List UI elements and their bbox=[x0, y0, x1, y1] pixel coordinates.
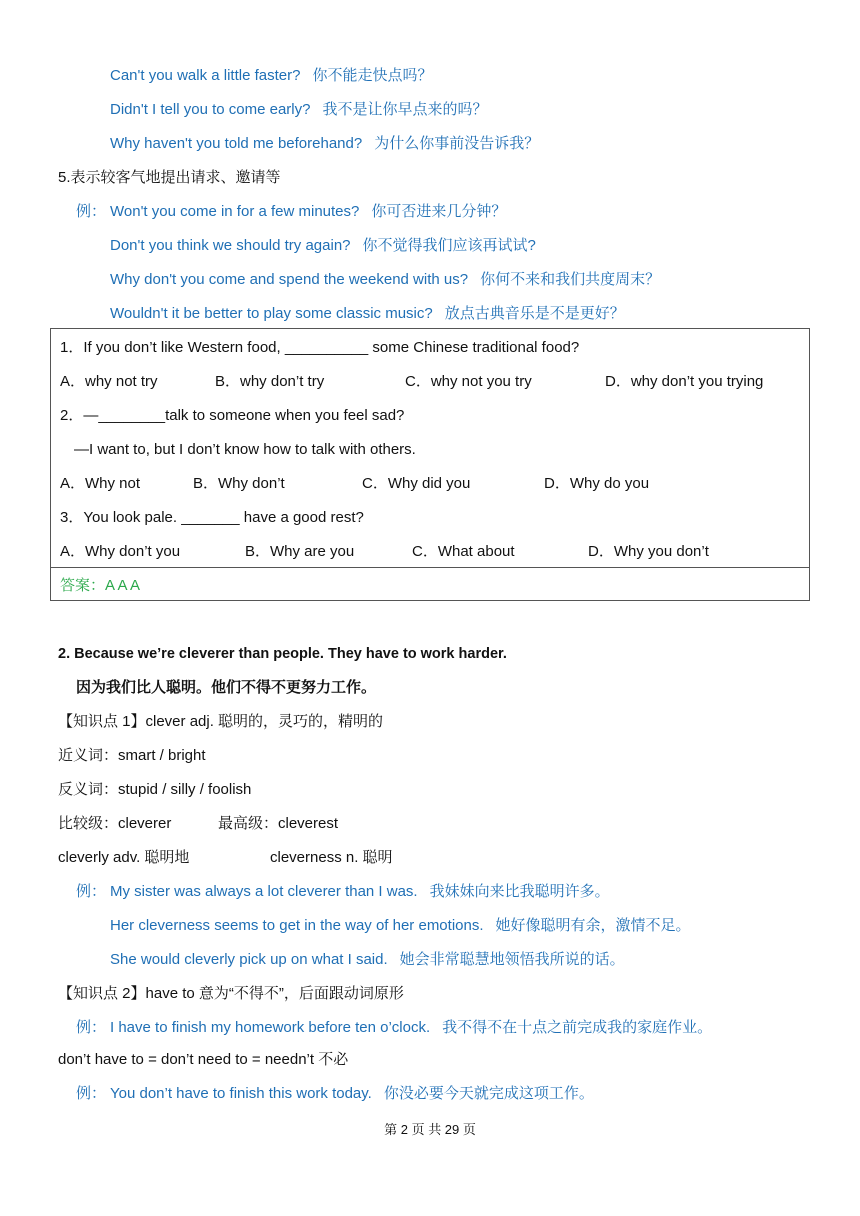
example-line bbox=[110, 882, 610, 902]
question-2-stem: 2．—________talk to someone when you feel sad? bbox=[60, 407, 405, 424]
synonyms: 近义词：smart / bright bbox=[58, 747, 206, 764]
example-en: Didn't I tell you to come early? bbox=[110, 101, 311, 118]
question-1-stem: 1．If you don’t like Western food, __________ some Chinese traditional food? bbox=[60, 339, 580, 356]
q3-option-b: B．Why are you bbox=[245, 543, 355, 560]
example-en: My sister was always a lot cleverer than I was. bbox=[110, 883, 418, 900]
example-en: I have to finish my homework before ten o’clock. bbox=[110, 1019, 431, 1036]
answer-divider bbox=[50, 567, 810, 568]
example-line bbox=[110, 66, 432, 86]
q2-option-c: C．Why did you bbox=[362, 475, 471, 492]
example-line bbox=[110, 1084, 594, 1104]
example-en: Her cleverness seems to get in the way of her emotions. bbox=[110, 917, 484, 934]
q1-option-b: B．why don’t try bbox=[215, 373, 325, 390]
example-prefix: 例： bbox=[76, 203, 107, 220]
q1-option-a: A．why not try bbox=[60, 373, 158, 390]
section2-title-zh: 因为我们比人聪明。他们不得不更努力工作。 bbox=[76, 679, 377, 696]
example-en: You don’t have to finish this work today. bbox=[110, 1085, 372, 1102]
example-en: Don't you think we should try again? bbox=[110, 237, 351, 254]
example-line bbox=[110, 916, 691, 936]
example-zh: 你何不来和我们共度周末？ bbox=[480, 271, 661, 288]
knowledge-point-1: 【知识点 1】clever adj. 聪明的，灵巧的，精明的 bbox=[58, 713, 384, 730]
q3-option-a: A．Why don’t you bbox=[60, 543, 181, 560]
example-zh: 她会非常聪慧地领悟我所说的话。 bbox=[399, 951, 625, 968]
example-prefix: 例： bbox=[76, 1019, 107, 1036]
q2-option-a: A．Why not bbox=[60, 475, 141, 492]
noun-form: cleverness n. 聪明 bbox=[270, 849, 393, 866]
example-en: Why don't you come and spend the weekend with us? bbox=[110, 271, 469, 288]
answer-text: 答案：A A A bbox=[60, 577, 141, 594]
comparative: 比较级：cleverer bbox=[58, 815, 172, 832]
dont-have-to-rule: don’t have to = don’t need to = needn’t 不必 bbox=[58, 1051, 349, 1068]
example-prefix: 例： bbox=[76, 1085, 107, 1102]
example-zh: 放点古典音乐是不是更好？ bbox=[444, 305, 625, 322]
section2-title-en: 2. Because we’re cleverer than people. They have to work harder. bbox=[58, 646, 507, 662]
adverb-form: cleverly adv. 聪明地 bbox=[58, 849, 190, 866]
example-line bbox=[110, 236, 536, 256]
example-zh: 我妹妹向来比我聪明许多。 bbox=[429, 883, 610, 900]
knowledge-point-2: 【知识点 2】have to 意为“不得不”，后面跟动词原形 bbox=[58, 985, 404, 1002]
example-zh: 我不得不在十点之前完成我的家庭作业。 bbox=[442, 1019, 713, 1036]
example-zh: 你不能走快点吗？ bbox=[312, 67, 433, 84]
q1-option-d: D．why don’t you trying bbox=[605, 373, 764, 390]
example-zh: 你不觉得我们应该再试试? bbox=[362, 237, 536, 254]
q2-option-b: B．Why don’t bbox=[193, 475, 285, 492]
antonyms: 反义词：stupid / silly / foolish bbox=[58, 781, 252, 798]
example-en: Won't you come in for a few minutes? bbox=[110, 203, 360, 220]
example-line bbox=[110, 134, 539, 154]
question-3-stem: 3．You look pale. _______ have a good rest? bbox=[60, 509, 364, 526]
example-prefix: 例： bbox=[76, 883, 107, 900]
example-line bbox=[110, 304, 625, 324]
page-footer: 第 2 页 共 29 页 bbox=[384, 1122, 476, 1137]
q3-option-d: D．Why you don’t bbox=[588, 543, 709, 560]
example-en: Wouldn't it be better to play some classic music? bbox=[110, 305, 433, 322]
example-en: Why haven't you told me beforehand? bbox=[110, 135, 363, 152]
example-zh: 她好像聪明有余，激情不足。 bbox=[495, 917, 691, 934]
example-line bbox=[110, 950, 625, 970]
example-zh: 你可否进来几分钟？ bbox=[371, 203, 507, 220]
example-zh: 为什么你事前没告诉我？ bbox=[374, 135, 540, 152]
example-en: Can't you walk a little faster? bbox=[110, 67, 301, 84]
example-zh: 你没必要今天就完成这项工作。 bbox=[383, 1085, 594, 1102]
example-en: She would cleverly pick up on what I said. bbox=[110, 951, 388, 968]
question-2-response: —I want to, but I don’t know how to talk with others. bbox=[74, 441, 416, 458]
superlative: 最高级：cleverest bbox=[218, 815, 339, 832]
section5-heading: 5.表示较客气地提出请求、邀请等 bbox=[58, 169, 281, 186]
q3-option-c: C．What about bbox=[412, 543, 515, 560]
example-zh: 我不是让你早点来的吗？ bbox=[322, 101, 488, 118]
example-line bbox=[110, 1018, 712, 1038]
q1-option-c: C．why not you try bbox=[405, 373, 532, 390]
example-line bbox=[110, 202, 506, 222]
example-line bbox=[110, 270, 660, 290]
q2-option-d: D．Why do you bbox=[544, 475, 650, 492]
example-line bbox=[110, 100, 487, 120]
